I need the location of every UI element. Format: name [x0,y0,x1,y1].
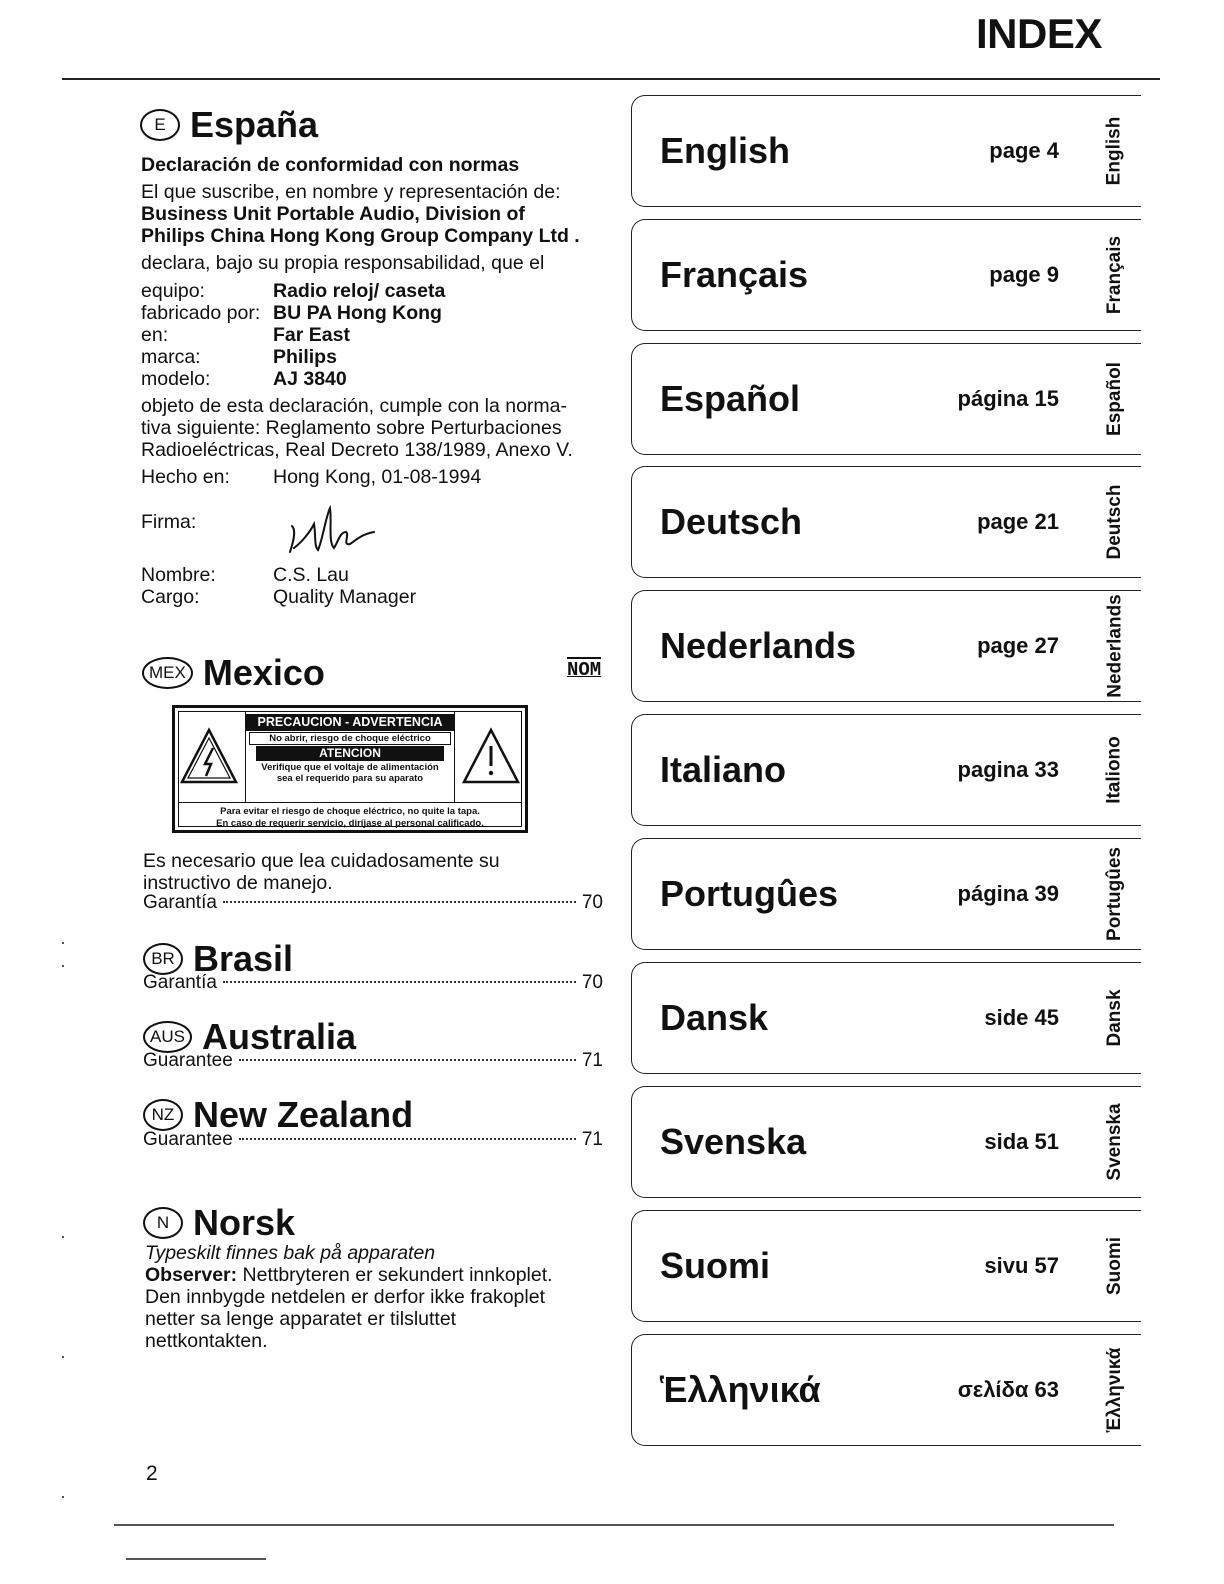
header-divider [62,78,1160,80]
tab-deutsch[interactable] [631,466,1141,578]
tab-side-label: Svenska [1104,1103,1125,1181]
country-badge-aus: AUS [143,1021,192,1053]
field-modelo [141,368,347,390]
exclamation-warning-icon [461,726,521,786]
tab-page: pagina 33 [957,757,1059,782]
tab-side-label: English [1104,116,1125,186]
espana-company-line1: Business Unit Portable Audio, Division of [141,203,525,225]
new-zealand-guarantee-entry [143,1129,603,1151]
country-badge-mex: MEX [142,657,193,689]
guarantee-label: Garantía [143,892,217,913]
guarantee-label: Guarantee [143,1129,233,1150]
tab-espanol[interactable] [631,343,1141,455]
signature-image [280,502,380,558]
scan-artifact-line [126,1558,266,1560]
country-badge-nz: NZ [143,1099,183,1131]
warning-subtitle: ATENCION [256,746,444,761]
field-label: Nombre: [141,564,216,586]
scan-artifact-dot [62,942,64,944]
observer-label: Observer: [145,1264,238,1286]
scan-artifact-dot [62,965,64,967]
tab-side-label: Nederlands [1104,594,1125,698]
espana-intro: El que suscribe, en nombre y representación de: [141,181,561,203]
field-label: Firma: [141,511,197,533]
field-label: marca: [141,346,201,368]
espana-objeto-line2: tiva siguiente: Reglamento sobre Perturbaciones [141,417,562,439]
field-value: BU PA Hong Kong [273,302,442,324]
field-label: Hecho en: [141,466,230,488]
tab-side-label: Deutsch [1104,484,1125,560]
field-label: Cargo: [141,586,200,608]
nom-logo: NOM [567,659,602,681]
mexico-note-line2: instructivo de manejo. [143,872,333,894]
tab-language: Español [660,378,801,419]
warning-title: PRECAUCION - ADVERTENCIA [246,714,454,731]
field-en [141,324,350,346]
tab-page: página 39 [957,881,1059,906]
section-heading-norsk [143,1202,295,1244]
tab-page: sida 51 [984,1129,1059,1154]
country-badge-br: BR [143,943,183,975]
warning-line2: Verifique que el voltaje de alimentación [261,762,439,773]
field-fabricado [141,302,442,324]
tab-side-label: Dansk [1104,989,1125,1047]
tab-language: English [660,130,791,171]
scan-artifact-line [114,1524,1114,1526]
scan-artifact-dot [62,1356,64,1358]
tab-suomi[interactable] [631,1210,1141,1322]
country-badge-e: E [140,109,180,141]
section-heading-mexico [142,652,325,694]
tab-language: Français [660,254,809,295]
tab-nederlands[interactable] [631,590,1141,702]
field-value: Quality Manager [273,586,417,608]
scan-artifact-dot [62,1236,64,1238]
leader-dots [239,1138,576,1140]
espana-objeto-line3: Radioeléctricas, Real Decreto 138/1989, Anexo V. [141,439,573,461]
leader-dots [223,901,576,903]
country-name-norsk: Norsk [193,1202,296,1243]
warning-bottom [179,802,521,829]
australia-guarantee-entry [143,1050,603,1072]
field-value: C.S. Lau [273,564,349,586]
tab-side-label: Italiono [1104,736,1125,804]
electric-hazard-icon [179,726,239,786]
tab-page: page 27 [977,633,1059,658]
warning-label [172,705,528,833]
tab-side-label: Portugûes [1104,847,1125,941]
tab-svenska[interactable] [631,1086,1141,1198]
country-name-australia: Australia [201,1016,357,1057]
tab-francais[interactable] [631,219,1141,331]
espana-company-line2: Philips China Hong Kong Group Company Ltd . [141,225,580,247]
country-name-mexico: Mexico [202,652,325,693]
tab-language: Nederlands [660,625,857,666]
tab-side-label: Español [1104,362,1125,436]
field-value: Radio reloj/ caseta [273,280,446,302]
page-title: INDEX [976,10,1102,57]
mexico-note-line1: Es necesario que lea cuidadosamente su [143,850,500,872]
norsk-observer-line [145,1264,553,1286]
tab-side-label: Suomi [1104,1236,1125,1296]
espana-objeto-line1: objeto de esta declaración, cumple con la norma- [141,395,567,417]
page-number: 2 [146,1462,158,1485]
tab-english[interactable] [631,95,1141,207]
leader-dots [223,981,576,983]
guarantee-label: Guarantee [143,1050,233,1071]
tab-page: página 15 [957,386,1059,411]
tab-language: Suomi [660,1245,771,1286]
espana-subtitle: Declaración de conformidad con normas [141,154,520,176]
norsk-line3: nettkontakten. [145,1330,268,1352]
tab-dansk[interactable] [631,962,1141,1074]
tab-language: Portugûes [660,873,839,914]
section-heading-espana [140,104,318,146]
country-name-new-zealand: New Zealand [193,1094,414,1135]
field-value: AJ 3840 [273,368,347,390]
warning-line1: No abrir, riesgo de choque eléctrico [249,732,451,745]
tab-side-label: Ἑλληνικά [1104,1347,1125,1433]
field-label: fabricado por: [141,302,261,324]
warning-bottom-line1: Para evitar el riesgo de choque eléctrico, no quite la tapa. [220,806,480,817]
field-hecho [141,466,481,488]
field-marca [141,346,337,368]
tab-language: Ἑλληνικά [660,1369,821,1410]
field-equipo [141,280,445,302]
scan-artifact-dot [62,1496,64,1498]
field-label: modelo: [141,368,211,390]
tab-side-label: Français [1104,235,1125,315]
tab-language: Dansk [660,997,769,1038]
field-value: Hong Kong, 01-08-1994 [273,466,482,488]
mexico-guarantee-entry [143,892,603,914]
field-value: Far East [273,324,350,346]
tab-portugues[interactable] [631,838,1141,950]
leader-dots [239,1059,576,1061]
observer-text: Nettbryteren er sekundert innkoplet. [237,1264,553,1286]
guarantee-page: 71 [581,1050,603,1071]
tab-language: Svenska [660,1121,807,1162]
guarantee-page: 70 [581,972,603,993]
warning-bottom-line2: En caso de requerir servicio, diríjase al personal calificado. [216,818,484,829]
warning-line3: sea el requerido para su aparato [276,773,424,784]
norsk-line2: netter sa lenge apparatet er tilsluttet [145,1308,457,1330]
espana-declara: declara, bajo su propia responsabilidad, que el [141,252,545,274]
field-value: Philips [273,346,337,368]
tab-page: page 9 [989,262,1059,287]
tab-page: page 4 [989,138,1059,163]
warning-center [245,712,455,802]
country-name-espana: España [190,104,319,145]
tab-page: σελίδα 63 [957,1377,1059,1402]
tab-page: page 21 [977,509,1059,534]
tab-page: side 45 [984,1005,1059,1030]
field-nombre [141,564,349,586]
tab-italiano[interactable] [631,714,1141,826]
tab-page: sivu 57 [984,1253,1059,1278]
field-label: en: [141,324,169,346]
guarantee-page: 70 [581,892,603,913]
brasil-guarantee-entry [143,972,603,994]
field-label: equipo: [141,280,205,302]
tab-language: Italiano [660,749,787,790]
guarantee-label: Garantía [143,972,217,993]
guarantee-page: 71 [581,1129,603,1150]
country-badge-n: N [143,1207,183,1239]
norsk-italic-line: Typeskilt finnes bak på apparaten [145,1242,436,1264]
norsk-line1: Den innbygde netdelen er derfor ikke frakoplet [145,1286,545,1308]
field-firma [141,511,273,533]
country-name-brasil: Brasil [193,938,294,979]
tab-language: Deutsch [660,501,803,542]
field-cargo [141,586,416,608]
tab-ellinika[interactable] [631,1334,1141,1446]
